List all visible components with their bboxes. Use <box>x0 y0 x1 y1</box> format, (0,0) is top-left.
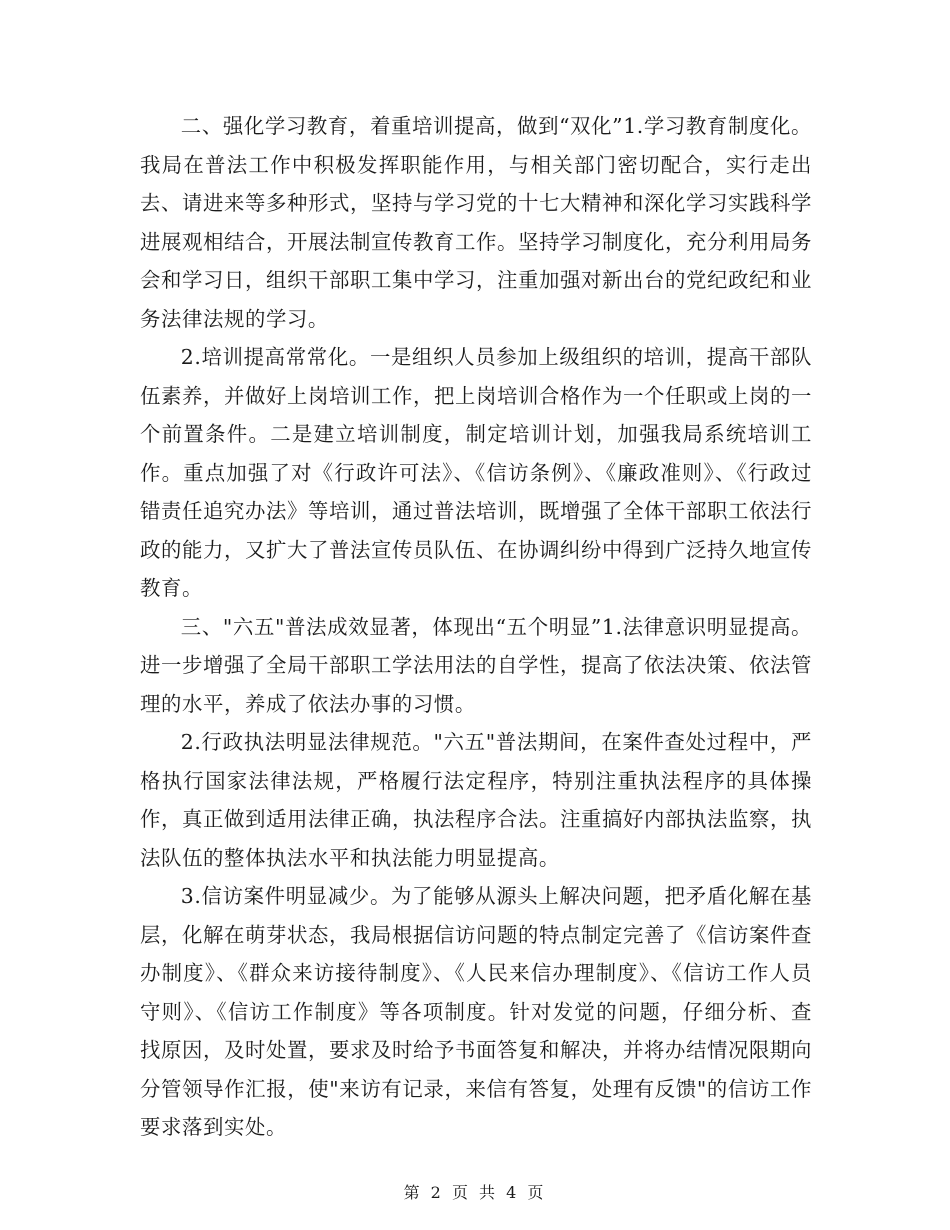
paragraph-legal-awareness: 三、"六五"普法成效显著，体现出“五个明显”1.法律意识明显提高。进一步增强了全局干部职工学法用法的自学性，提高了依法决策、依法管理的水平，养成了依法办事的习惯。 <box>140 614 812 716</box>
paragraph-petition-cases: 3.信访案件明显减少。为了能够从源头上解决问题，把矛盾化解在基层，化解在萌芽状态，我局根据信访问题的特点制定完善了《信访案件查办制度》、《群众来访接待制度》、《人民来信办理制度》、《信访工作人员守则》、《信访工作制度》等各项制度。针对发觉的问题，仔细分析、查找原因，及时处置，要求及时给予书面答复和解决，并将办结情况限期向分管领导作汇报，使"来访有记录，来信有答复，处理有反馈"的信访工作要求落到实处。 <box>140 884 812 1139</box>
page-number-footer: 第 2 页 共 4 页 <box>403 1183 547 1202</box>
document-body <box>140 107 812 1147</box>
paragraph-law-enforcement: 2.行政执法明显法律规范。"六五"普法期间，在案件查处过程中，严格执行国家法律法规，严格履行法定程序，特别注重执法程序的具体操作，真正做到适用法律正确，执法程序合法。注重搞好内部执法监察，执法队伍的整体执法水平和执法能力明显提高。 <box>140 730 812 870</box>
paragraph-training: 2.培训提高常常化。一是组织人员参加上级组织的培训，提高干部队伍素养，并做好上岗培训工作，把上岗培训合格作为一个任职或上岗的一个前置条件。二是建立培训制度，制定培训计划，加强我局系统培训工作。重点加强了对《行政许可法》、《信访条例》、《廉政准则》、《行政过错责任追究办法》等培训，通过普法培训，既增强了全体干部职工依法行政的能力，又扩大了普法宣传员队伍、在协调纠纷中得到广泛持久地宣传教育。 <box>140 345 812 600</box>
paragraph-study-education: 二、强化学习教育，着重培训提高，做到“双化”1.学习教育制度化。我局在普法工作中积极发挥职能作用，与相关部门密切配合，实行走出去、请进来等多种形式，坚持与学习党的十七大精神和深化学习实践科学进展观相结合，开展法制宣传教育工作。坚持学习制度化，充分利用局务会和学习日，组织干部职工集中学习，注重加强对新出台的党纪政纪和业务法律法规的学习。 <box>140 114 812 331</box>
